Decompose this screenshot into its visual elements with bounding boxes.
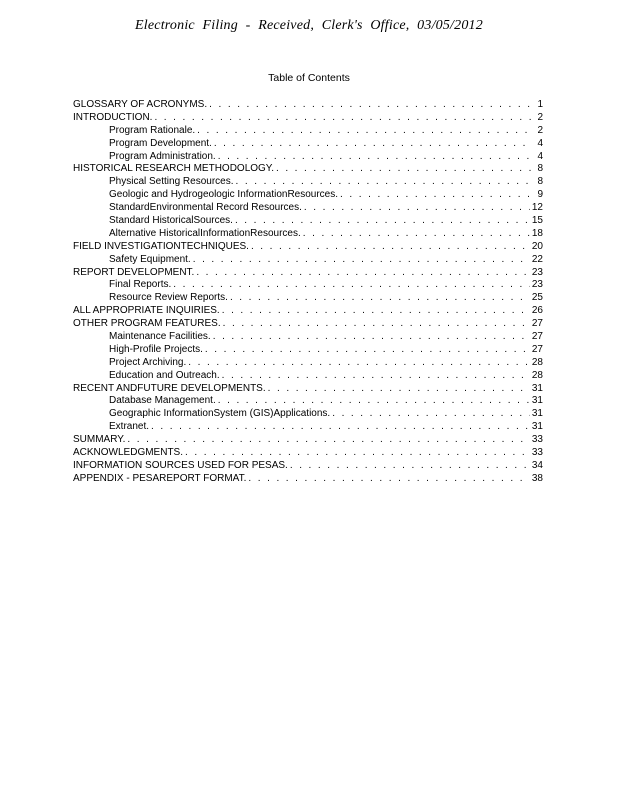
toc-entry-label: ALL APPROPRIATE INQUIRIES. bbox=[73, 305, 220, 317]
toc-entry bbox=[73, 189, 543, 202]
toc-entry-page: 28 bbox=[531, 356, 543, 368]
toc-entry-page: 12 bbox=[531, 202, 543, 214]
toc-entry-label: Geographic InformationSystem (GIS)Applications. bbox=[109, 408, 331, 420]
toc-dot-leader bbox=[303, 228, 530, 241]
toc-dot-leader bbox=[213, 331, 530, 344]
toc-entry-label: Standard HistoricalSources. bbox=[109, 215, 233, 227]
toc-entry-label: Database Management. bbox=[109, 395, 216, 407]
toc-dot-leader bbox=[235, 215, 530, 228]
toc-dot-leader bbox=[214, 138, 531, 151]
toc-entry-label: Education and Outreach. bbox=[109, 369, 220, 381]
toc-entry-label: FIELD INVESTIGATIONTECHNIQUES. bbox=[73, 240, 249, 252]
toc-entry-page: 15 bbox=[531, 215, 543, 227]
toc-dot-leader bbox=[205, 344, 530, 357]
toc-entry bbox=[73, 215, 543, 228]
toc-dot-leader bbox=[222, 370, 530, 383]
toc-dot-leader bbox=[276, 163, 531, 176]
toc-dot-leader bbox=[196, 267, 530, 280]
toc-entry-label: INTRODUCTION. bbox=[73, 111, 153, 123]
toc-entry-page: 27 bbox=[531, 343, 543, 355]
toc-entry-page: 2 bbox=[537, 124, 543, 136]
toc-entry bbox=[73, 357, 543, 370]
toc-entry-label: INFORMATION SOURCES USED FOR PESAS. bbox=[73, 459, 288, 471]
toc-entry-page: 2 bbox=[537, 111, 543, 123]
toc-dot-leader bbox=[248, 473, 530, 486]
toc-entry-label: Project Archiving. bbox=[109, 356, 187, 368]
toc-dot-leader bbox=[340, 189, 531, 202]
toc-dot-leader bbox=[332, 408, 530, 421]
toc-dot-leader bbox=[218, 395, 530, 408]
toc-entry-page: 25 bbox=[531, 292, 543, 304]
toc-dot-leader bbox=[304, 202, 530, 215]
toc-entry bbox=[73, 241, 543, 254]
toc-entry-page: 31 bbox=[531, 421, 543, 433]
toc-entry-label: Physical Setting Resources. bbox=[109, 176, 234, 188]
toc-entry-label: Geologic and Hydrogeologic InformationResources. bbox=[109, 189, 339, 201]
toc-entry-label: Program Rationale. bbox=[109, 124, 196, 136]
toc-entry-page: 4 bbox=[537, 150, 543, 162]
toc-entry bbox=[73, 163, 543, 176]
toc-entry-page: 38 bbox=[531, 472, 543, 484]
toc-dot-leader bbox=[127, 434, 529, 447]
table-of-contents bbox=[73, 99, 543, 486]
toc-entry bbox=[73, 395, 543, 408]
toc-entry-label: Final Reports. bbox=[109, 279, 172, 291]
toc-entry-page: 18 bbox=[531, 227, 543, 239]
toc-entry-label: StandardEnvironmental Record Resources. bbox=[109, 202, 302, 214]
toc-entry-page: 20 bbox=[531, 240, 543, 252]
toc-entry-label: Program Administration. bbox=[109, 150, 216, 162]
toc-entry bbox=[73, 279, 543, 292]
toc-dot-leader bbox=[151, 421, 530, 434]
toc-entry-page: 23 bbox=[531, 279, 543, 291]
toc-entry-label: ACKNOWLEDGMENTS. bbox=[73, 447, 184, 459]
toc-entry-page: 9 bbox=[537, 189, 543, 201]
toc-entry bbox=[73, 305, 543, 318]
toc-entry-page: 23 bbox=[531, 266, 543, 278]
toc-entry-label: OTHER PROGRAM FEATURES. bbox=[73, 318, 221, 330]
toc-entry bbox=[73, 292, 543, 305]
toc-entry-label: SUMMARY. bbox=[73, 434, 126, 446]
toc-dot-leader bbox=[209, 99, 531, 112]
toc-entry bbox=[73, 228, 543, 241]
toc-entry-page: 26 bbox=[531, 305, 543, 317]
toc-entry-page: 8 bbox=[537, 163, 543, 175]
toc-dot-leader bbox=[290, 460, 530, 473]
toc-entry bbox=[73, 408, 543, 421]
toc-title: Table of Contents bbox=[268, 72, 350, 84]
toc-entry-label: RECENT ANDFUTURE DEVELOPMENTS. bbox=[73, 382, 266, 394]
toc-entry-page: 27 bbox=[531, 318, 543, 330]
toc-entry-label: Extranet. bbox=[109, 421, 150, 433]
toc-dot-leader bbox=[188, 357, 530, 370]
toc-entry bbox=[73, 125, 543, 138]
toc-entry-label: Maintenance Facilities. bbox=[109, 331, 211, 343]
toc-dot-leader bbox=[223, 318, 530, 331]
toc-entry-label: Alternative HistoricalInformationResources. bbox=[109, 227, 301, 239]
toc-entry bbox=[73, 370, 543, 383]
toc-dot-leader bbox=[154, 112, 531, 125]
toc-dot-leader bbox=[268, 383, 530, 396]
toc-dot-leader bbox=[173, 279, 530, 292]
toc-entry bbox=[73, 99, 543, 112]
toc-entry bbox=[73, 473, 543, 486]
toc-entry-page: 27 bbox=[531, 331, 543, 343]
toc-entry-page: 8 bbox=[537, 176, 543, 188]
toc-entry-label: HISTORICAL RESEARCH METHODOLOGY. bbox=[73, 163, 274, 175]
toc-entry bbox=[73, 318, 543, 331]
toc-entry bbox=[73, 254, 543, 267]
toc-entry bbox=[73, 421, 543, 434]
toc-entry bbox=[73, 112, 543, 125]
toc-entry bbox=[73, 202, 543, 215]
toc-entry bbox=[73, 267, 543, 280]
toc-entry-page: 28 bbox=[531, 369, 543, 381]
toc-dot-leader bbox=[236, 176, 531, 189]
toc-entry bbox=[73, 138, 543, 151]
toc-entry-page: 31 bbox=[531, 382, 543, 394]
toc-entry bbox=[73, 151, 543, 164]
toc-dot-leader bbox=[218, 151, 531, 164]
toc-dot-leader bbox=[197, 125, 531, 138]
toc-dot-leader bbox=[193, 254, 530, 267]
toc-entry-page: 31 bbox=[531, 395, 543, 407]
toc-entry-page: 33 bbox=[531, 434, 543, 446]
toc-entry-page: 22 bbox=[531, 253, 543, 265]
toc-entry-label: Safety Equipment. bbox=[109, 253, 191, 265]
toc-entry-page: 34 bbox=[531, 459, 543, 471]
toc-entry-page: 1 bbox=[537, 99, 543, 110]
toc-entry bbox=[73, 434, 543, 447]
toc-entry-label: Resource Review Reports. bbox=[109, 292, 228, 304]
toc-entry-page: 4 bbox=[537, 137, 543, 149]
toc-entry-label: Program Development. bbox=[109, 137, 212, 149]
toc-entry bbox=[73, 447, 543, 460]
toc-entry bbox=[73, 460, 543, 473]
toc-entry-page: 31 bbox=[531, 408, 543, 420]
toc-entry bbox=[73, 344, 543, 357]
toc-dot-leader bbox=[251, 241, 530, 254]
toc-entry-label: GLOSSARY OF ACRONYMS. bbox=[73, 99, 208, 110]
toc-dot-leader bbox=[230, 292, 530, 305]
toc-dot-leader bbox=[222, 305, 530, 318]
toc-entry bbox=[73, 383, 543, 396]
toc-entry bbox=[73, 331, 543, 344]
toc-dot-leader bbox=[185, 447, 530, 460]
toc-entry-label: REPORT DEVELOPMENT. bbox=[73, 266, 195, 278]
toc-entry-page: 33 bbox=[531, 447, 543, 459]
toc-entry bbox=[73, 176, 543, 189]
toc-entry-label: APPENDIX - PESAREPORT FORMAT. bbox=[73, 472, 247, 484]
toc-entry-label: High-Profile Projects. bbox=[109, 343, 203, 355]
filing-stamp-header: Electronic Filing - Received, Clerk's Office, 03/05/2012 bbox=[135, 18, 483, 33]
